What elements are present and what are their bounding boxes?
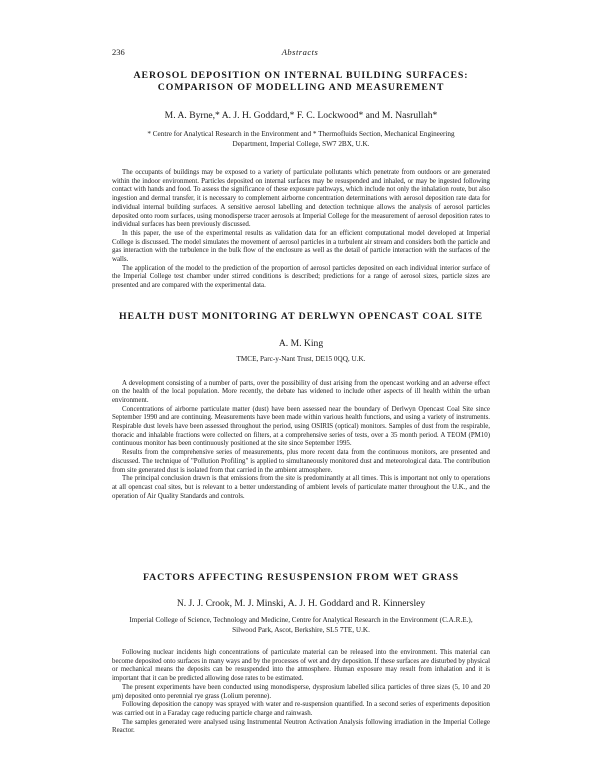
abstract-1-body (112, 169, 490, 291)
abstract-2 (112, 311, 490, 501)
abstract-2-paragraph: The principal conclusion drawn is that emissions from the site is predominantly at all times. This is important not only to operations at all opencast coal sites, but is relevant to a better understanding of ambient levels of particulate matter throughout the U.K., and the operation of Air Quality Standards and controls. (112, 475, 490, 500)
abstract-3-affiliation: Imperial College of Science, Technology and Medicine, Centre for Analytical Research in the Environment (C.A.R.E.), Silwood Park, Ascot, Berkshire, SL5 7TE, U.K. (129, 616, 473, 634)
journal-section-title: Abstracts (281, 47, 319, 57)
abstract-3-paragraph: The present experiments have been conducted using monodisperse, dysprosium labelled silica particles of three sizes (5, 10 and 20 μm) deposited onto perennial rye grass (Lolium perenne). (112, 683, 490, 700)
abstract-2-title: HEALTH DUST MONITORING AT DERLWYN OPENCAST COAL SITE (119, 311, 483, 322)
abstract-1-affiliation: * Centre for Analytical Research in the Environment and * Thermofluids Section, Mechanical Engineering Department, Imperial College, SW7 2BX, U.K. (147, 130, 455, 148)
abstract-2-authors: A. M. King (278, 338, 324, 349)
abstract-2-body (112, 380, 490, 502)
abstract-1 (112, 70, 490, 291)
abstract-3-body (112, 649, 490, 736)
abstract-2-paragraph: A development consisting of a number of parts, over the possibility of dust arising from the opencast working and an adverse effect on the health of the local population. More recently, the debate has widened to include other aspects of ill health within the urban environment. (112, 379, 490, 404)
abstract-1-authors: M. A. Byrne,* A. J. H. Goddard,* F. C. Lockwood* and M. Nasrullah* (164, 110, 438, 121)
abstract-1-title: AEROSOL DEPOSITION ON INTERNAL BUILDING SURFACES: COMPARISON OF MODELLING AND MEASUREMENT (133, 70, 469, 93)
abstract-3-paragraph: Following nuclear incidents high concentrations of particulate material can be released into the environment. This material can become deposited onto surfaces in many ways and by the processes of wet and dry deposition. If these surfaces are disturbed by physical or mechanical means the deposits can be resuspended into the atmosphere. Human exposure may result from inhalation and it is important that it can be predicted allowing dose rates to be estimated. (112, 649, 490, 683)
abstract-3-paragraph: Following deposition the canopy was sprayed with water and re-suspension quantified. In a second series of experiments deposition was carried out in a Faraday cage reducing particle charge and rainwash. (112, 701, 490, 717)
abstract-1-paragraph: In this paper, the use of the experimental results as validation data for an efficient computational model developed at Imperial College is discussed. The model simulates the movement of aerosol particles in a turbulent air stream and considers both the particle and gas interaction with the turbulence in the bulk flow of the enclosure as well as the detail of particle interaction with the surfaces of the walls. (112, 229, 490, 264)
abstract-2-affiliation: TMCE, Parc-y-Nant Trust, DE15 0QQ, U.K. (236, 355, 366, 363)
abstract-1-paragraph: The application of the model to the prediction of the proportion of aerosol particles deposited on each individual interior surface of the Imperial College test chamber under stirred conditions is described; predictions for a range of aerosol sizes, particle sizes are presented and are compared with the experimental data. (112, 264, 490, 290)
abstract-2-paragraph: Results from the comprehensive series of measurements, plus more recent data from the continuous monitors, are presented and discussed. The technique of "Pollution Profiling" is applied to simultaneously monitored dust and meteorological data. The contribution from site generated dust is isolated from that carried in the ambient atmosphere. (112, 449, 490, 474)
abstract-3 (112, 572, 490, 736)
abstract-3-title: FACTORS AFFECTING RESUSPENSION FROM WET GRASS (142, 572, 460, 583)
abstract-1-paragraph: The occupants of buildings may be exposed to a variety of particulate pollutants which penetrate from outdoors or are generated within the indoor environment. Particles deposited on internal surfaces may be resuspended and inhaled, or may be ingested following contact with hands and food. To assess the significance of these exposure pathways, which include not only the inhalation route, but also ingestion and dermal transfer, it is necessary to complement airborne concentration determinations with aerosol deposition rate data for individual internal building surfaces. A sensitive aerosol labelling and detection technique allows the analysis of aerosol particles deposited onto room surfaces, using monodisperse tracer aerosols at Imperial College for the measurement of aerosol deposition rates to individual surfaces has been previously discussed. (112, 169, 490, 229)
abstract-2-paragraph: Concentrations of airborne particulate matter (dust) have been assessed near the boundary of Derlwyn Opencast Coal Site since September 1990 and are continuing. Measurements have been made within various health functions, and using a variety of instruments. Respirable dust levels have been assessed throughout the period, using OSIRIS (optical) monitors. Samples of dust from the respirable, thoracic and inhalable fractions were collected on filters, at a comprehensive series of tests, over a 35 month period. A TEOM (PM10) continuous monitor has been continuously positioned at the site since September 1995. (112, 405, 490, 448)
abstract-3-paragraph: The samples generated were analysed using Instrumental Neutron Activation Analysis following irradiation in the Imperial College Reactor. (112, 718, 490, 735)
page-number: 236 (112, 47, 125, 57)
abstract-3-authors: N. J. J. Crook, M. J. Minski, A. J. H. Goddard and R. Kinnersley (176, 598, 426, 609)
running-head (112, 47, 488, 59)
